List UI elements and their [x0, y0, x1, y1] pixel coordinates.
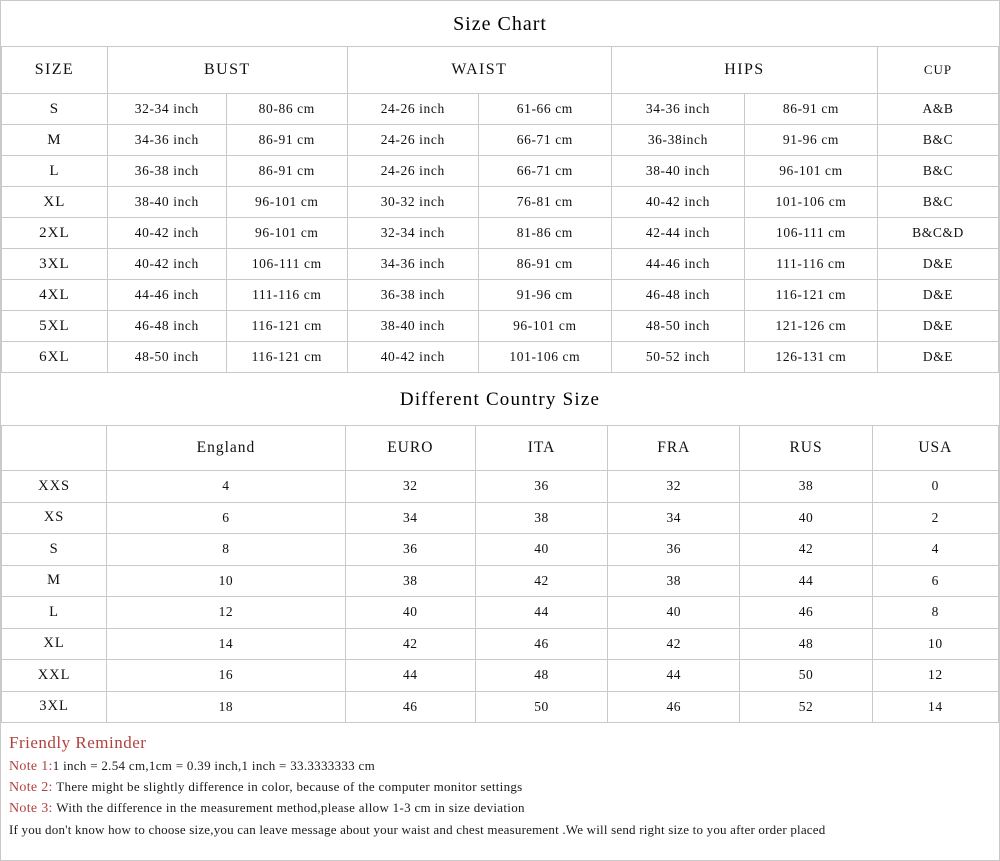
cell-size: XS: [2, 502, 107, 534]
cell-usa: 2: [872, 502, 998, 534]
header-fra: FRA: [608, 426, 740, 471]
size-table-header-row: [2, 47, 999, 94]
cell-hips-in: 44-46 inch: [611, 249, 744, 280]
cell-euro: 44: [345, 660, 475, 692]
cell-size: 2XL: [2, 218, 108, 249]
cell-ita: 38: [475, 502, 607, 534]
cell-hips-cm: 111-116 cm: [744, 249, 877, 280]
cell-bust-in: 40-42 inch: [107, 218, 226, 249]
cell-fra: 46: [608, 691, 740, 723]
cell-waist-in: 24-26 inch: [347, 94, 478, 125]
cell-size: L: [2, 597, 107, 629]
cell-size: XL: [2, 628, 107, 660]
cell-rus: 42: [740, 534, 872, 566]
header-england: England: [107, 426, 345, 471]
note-2-label: Note 2:: [9, 780, 53, 795]
reminder-note-2: [9, 777, 991, 798]
cell-bust-in: 40-42 inch: [107, 249, 226, 280]
cell-rus: 48: [740, 628, 872, 660]
page-title: Size Chart: [453, 13, 547, 35]
cell-rus: 38: [740, 471, 872, 503]
cell-hips-cm: 101-106 cm: [744, 187, 877, 218]
cell-england: 16: [107, 660, 345, 692]
note-1-label: Note 1:: [9, 759, 53, 774]
cell-euro: 38: [345, 565, 475, 597]
cell-waist-in: 24-26 inch: [347, 156, 478, 187]
cell-hips-in: 40-42 inch: [611, 187, 744, 218]
note-2-text: There might be slightly difference in color, because of the computer monitor settings: [56, 779, 523, 794]
header-bust: BUST: [107, 47, 347, 94]
cell-bust-in: 38-40 inch: [107, 187, 226, 218]
cell-size: XXL: [2, 660, 107, 692]
table-row: [2, 597, 999, 629]
cell-euro: 40: [345, 597, 475, 629]
cell-bust-in: 46-48 inch: [107, 311, 226, 342]
cell-waist-cm: 76-81 cm: [478, 187, 611, 218]
table-row: [2, 280, 999, 311]
cell-usa: 12: [872, 660, 998, 692]
cell-size: XL: [2, 187, 108, 218]
cell-euro: 32: [345, 471, 475, 503]
header-ita: ITA: [475, 426, 607, 471]
cell-hips-cm: 106-111 cm: [744, 218, 877, 249]
header-size: SIZE: [2, 47, 108, 94]
cell-size: S: [2, 94, 108, 125]
cell-england: 4: [107, 471, 345, 503]
header-blank: [2, 426, 107, 471]
cell-ita: 44: [475, 597, 607, 629]
cell-size: M: [2, 565, 107, 597]
cell-bust-cm: 106-111 cm: [226, 249, 347, 280]
cell-size: XXS: [2, 471, 107, 503]
cell-hips-in: 50-52 inch: [611, 342, 744, 373]
cell-waist-in: 30-32 inch: [347, 187, 478, 218]
cell-size: 6XL: [2, 342, 108, 373]
cell-england: 14: [107, 628, 345, 660]
size-measurement-table: [1, 46, 999, 373]
cell-fra: 38: [608, 565, 740, 597]
table-row: [2, 218, 999, 249]
cell-hips-cm: 121-126 cm: [744, 311, 877, 342]
table-row: [2, 691, 999, 723]
cell-usa: 10: [872, 628, 998, 660]
friendly-reminder-section: [1, 723, 999, 839]
cell-rus: 40: [740, 502, 872, 534]
cell-hips-cm: 116-121 cm: [744, 280, 877, 311]
cell-size: 4XL: [2, 280, 108, 311]
note-3-label: Note 3:: [9, 801, 53, 816]
header-euro: EURO: [345, 426, 475, 471]
cell-bust-in: 32-34 inch: [107, 94, 226, 125]
cell-size: 5XL: [2, 311, 108, 342]
reminder-final-text: If you don't know how to choose size,you can leave message about your waist and chest measurement .We will send right size to you after order placed: [9, 822, 826, 837]
cell-euro: 34: [345, 502, 475, 534]
cell-hips-cm: 96-101 cm: [744, 156, 877, 187]
table-row: [2, 311, 999, 342]
cell-size: 3XL: [2, 249, 108, 280]
cell-euro: 42: [345, 628, 475, 660]
cell-rus: 50: [740, 660, 872, 692]
cell-size: L: [2, 156, 108, 187]
cell-cup: A&B: [878, 94, 999, 125]
cell-hips-cm: 86-91 cm: [744, 94, 877, 125]
cell-england: 8: [107, 534, 345, 566]
cell-waist-cm: 91-96 cm: [478, 280, 611, 311]
country-size-table: [1, 425, 999, 723]
cell-ita: 48: [475, 660, 607, 692]
cell-cup: D&E: [878, 311, 999, 342]
cell-rus: 52: [740, 691, 872, 723]
header-rus: RUS: [740, 426, 872, 471]
cell-euro: 36: [345, 534, 475, 566]
cell-hips-in: 46-48 inch: [611, 280, 744, 311]
table-row: [2, 125, 999, 156]
table-row: [2, 628, 999, 660]
cell-bust-in: 48-50 inch: [107, 342, 226, 373]
reminder-title: Friendly Reminder: [9, 733, 147, 752]
cell-waist-cm: 66-71 cm: [478, 156, 611, 187]
note-1-text: 1 inch = 2.54 cm,1cm = 0.39 inch,1 inch = 33.3333333 cm: [52, 758, 376, 773]
table-row: [2, 502, 999, 534]
cell-bust-cm: 111-116 cm: [226, 280, 347, 311]
reminder-note-1: [9, 756, 991, 777]
cell-hips-in: 38-40 inch: [611, 156, 744, 187]
note-3-text: With the difference in the measurement method,please allow 1-3 cm in size deviation: [56, 800, 525, 815]
cell-bust-cm: 96-101 cm: [226, 187, 347, 218]
table-row: [2, 156, 999, 187]
cell-fra: 42: [608, 628, 740, 660]
cell-bust-cm: 96-101 cm: [226, 218, 347, 249]
cell-bust-cm: 86-91 cm: [226, 156, 347, 187]
table-row: [2, 565, 999, 597]
cell-waist-in: 40-42 inch: [347, 342, 478, 373]
cell-bust-cm: 116-121 cm: [226, 311, 347, 342]
cell-cup: D&E: [878, 342, 999, 373]
cell-size: M: [2, 125, 108, 156]
cell-fra: 32: [608, 471, 740, 503]
cell-waist-in: 38-40 inch: [347, 311, 478, 342]
cell-ita: 42: [475, 565, 607, 597]
table-row: [2, 342, 999, 373]
table-row: [2, 660, 999, 692]
cell-england: 18: [107, 691, 345, 723]
cell-bust-cm: 86-91 cm: [226, 125, 347, 156]
cell-fra: 34: [608, 502, 740, 534]
cell-bust-cm: 116-121 cm: [226, 342, 347, 373]
cell-cup: B&C: [878, 125, 999, 156]
table-row: [2, 534, 999, 566]
cell-cup: B&C: [878, 156, 999, 187]
cell-waist-cm: 86-91 cm: [478, 249, 611, 280]
table-row: [2, 187, 999, 218]
reminder-note-3: [9, 798, 991, 819]
cell-cup: B&C&D: [878, 218, 999, 249]
cell-england: 10: [107, 565, 345, 597]
cell-waist-in: 24-26 inch: [347, 125, 478, 156]
cell-usa: 0: [872, 471, 998, 503]
cell-hips-cm: 126-131 cm: [744, 342, 877, 373]
cell-hips-in: 42-44 inch: [611, 218, 744, 249]
table-row: [2, 471, 999, 503]
country-table-header-row: [2, 426, 999, 471]
cell-rus: 44: [740, 565, 872, 597]
cell-waist-cm: 61-66 cm: [478, 94, 611, 125]
cell-bust-cm: 80-86 cm: [226, 94, 347, 125]
cell-bust-in: 36-38 inch: [107, 156, 226, 187]
header-hips: HIPS: [611, 47, 877, 94]
cell-england: 12: [107, 597, 345, 629]
cell-euro: 46: [345, 691, 475, 723]
cell-waist-cm: 81-86 cm: [478, 218, 611, 249]
cell-usa: 14: [872, 691, 998, 723]
cell-waist-cm: 66-71 cm: [478, 125, 611, 156]
cell-cup: D&E: [878, 280, 999, 311]
cell-hips-in: 36-38inch: [611, 125, 744, 156]
cell-bust-in: 44-46 inch: [107, 280, 226, 311]
cell-hips-in: 34-36 inch: [611, 94, 744, 125]
cell-waist-cm: 96-101 cm: [478, 311, 611, 342]
header-cup: CUP: [878, 47, 999, 94]
header-waist: WAIST: [347, 47, 611, 94]
cell-waist-cm: 101-106 cm: [478, 342, 611, 373]
cell-hips-cm: 91-96 cm: [744, 125, 877, 156]
cell-england: 6: [107, 502, 345, 534]
cell-ita: 36: [475, 471, 607, 503]
cell-size: 3XL: [2, 691, 107, 723]
cell-ita: 40: [475, 534, 607, 566]
cell-usa: 6: [872, 565, 998, 597]
cell-size: S: [2, 534, 107, 566]
country-section-title: Different Country Size: [399, 389, 601, 410]
cell-fra: 40: [608, 597, 740, 629]
cell-fra: 44: [608, 660, 740, 692]
table-row: [2, 249, 999, 280]
header-usa: USA: [872, 426, 998, 471]
cell-usa: 8: [872, 597, 998, 629]
table-row: [2, 94, 999, 125]
cell-waist-in: 34-36 inch: [347, 249, 478, 280]
cell-bust-in: 34-36 inch: [107, 125, 226, 156]
cell-waist-in: 32-34 inch: [347, 218, 478, 249]
cell-cup: D&E: [878, 249, 999, 280]
cell-fra: 36: [608, 534, 740, 566]
cell-usa: 4: [872, 534, 998, 566]
cell-cup: B&C: [878, 187, 999, 218]
cell-hips-in: 48-50 inch: [611, 311, 744, 342]
cell-waist-in: 36-38 inch: [347, 280, 478, 311]
cell-rus: 46: [740, 597, 872, 629]
cell-ita: 50: [475, 691, 607, 723]
cell-ita: 46: [475, 628, 607, 660]
